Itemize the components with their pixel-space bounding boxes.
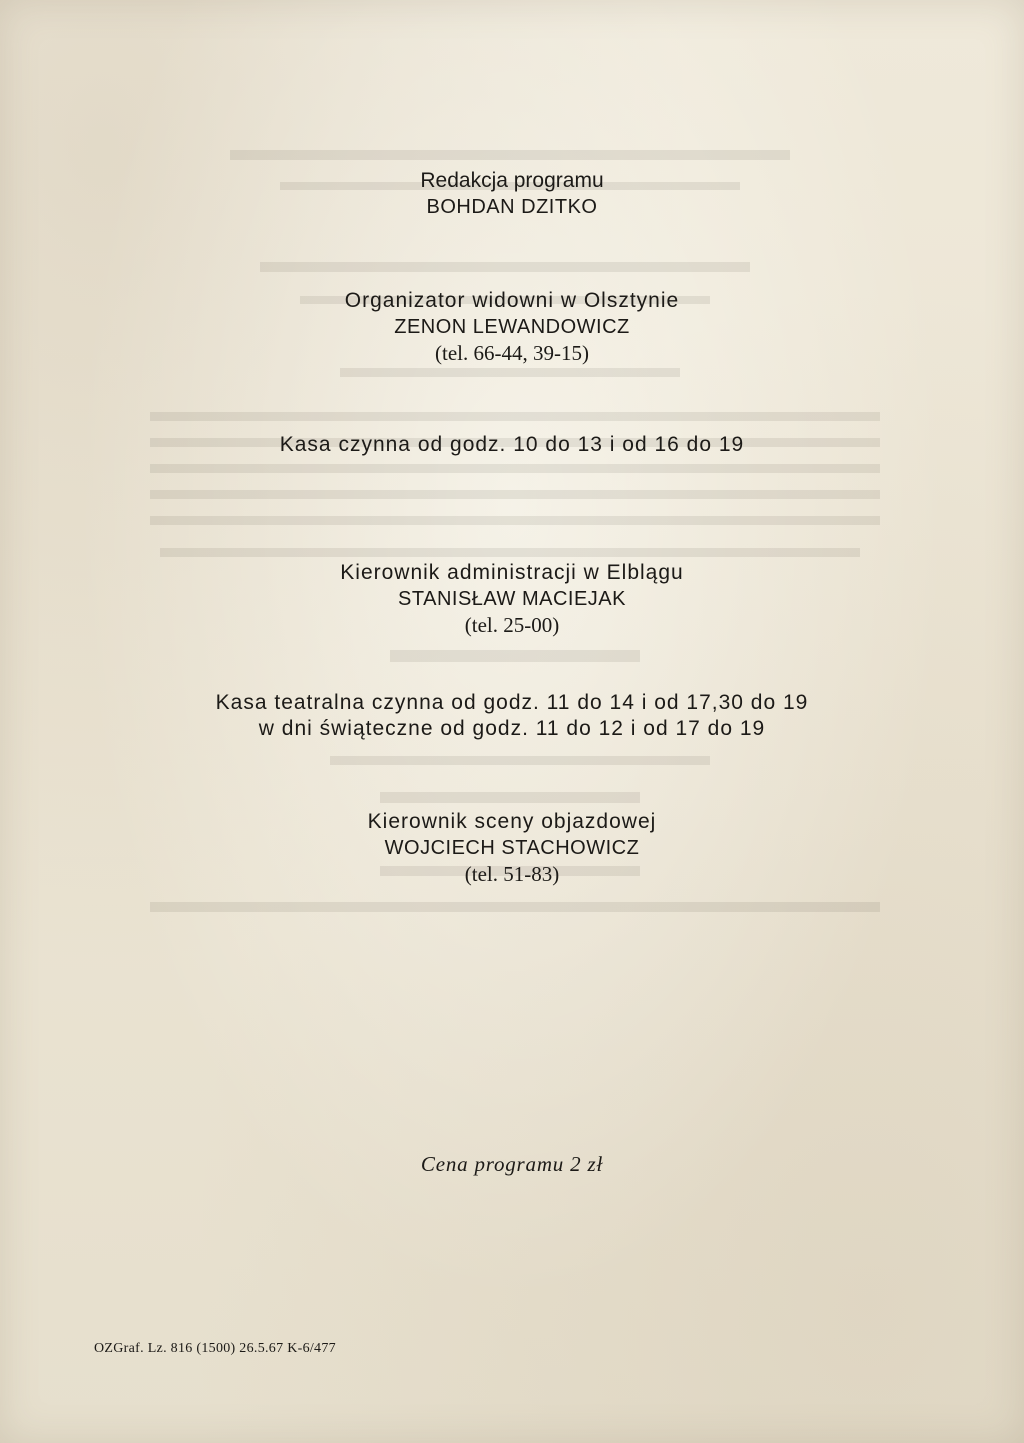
theatre-box-office-holidays: w dni świąteczne od godz. 11 do 12 i od 17 do 19	[258, 717, 766, 740]
audience-organizer-name: ZENON LEWANDOWICZ	[394, 316, 630, 338]
editorial-credit	[0, 168, 1024, 220]
theatre-box-office-weekdays: Kasa teatralna czynna od godz. 11 do 14 i od 17,30 do 19	[215, 691, 809, 714]
box-office-hours-text: Kasa czynna od godz. 10 do 13 i od 16 do 19	[279, 433, 745, 456]
audience-organizer-phone: (tel. 66-44, 39-15)	[435, 341, 589, 365]
touring-stage-label: Kierownik sceny objazdowej	[367, 810, 657, 833]
editorial-label: Redakcja programu	[420, 169, 604, 192]
administration-label: Kierownik administracji w Elblągu	[340, 561, 684, 584]
audience-organizer-label: Organizator widowni w Olsztynie	[344, 289, 680, 312]
touring-stage-credit	[0, 809, 1024, 887]
administration-name: STANISŁAW MACIEJAK	[398, 588, 626, 610]
administration-credit	[0, 560, 1024, 638]
editorial-name: BOHDAN DZITKO	[426, 196, 598, 218]
program-price: Cena programu 2 zł	[420, 1152, 604, 1176]
touring-stage-phone: (tel. 51-83)	[464, 862, 560, 886]
administration-phone: (tel. 25-00)	[464, 613, 560, 637]
theatre-box-office	[0, 690, 1024, 742]
printer-imprint: OZGraf. Lz. 816 (1500) 26.5.67 K-6/477	[94, 1341, 336, 1356]
box-office-hours	[0, 432, 1024, 458]
touring-stage-name: WOJCIECH STACHOWICZ	[384, 837, 640, 859]
audience-organizer-credit	[0, 288, 1024, 366]
